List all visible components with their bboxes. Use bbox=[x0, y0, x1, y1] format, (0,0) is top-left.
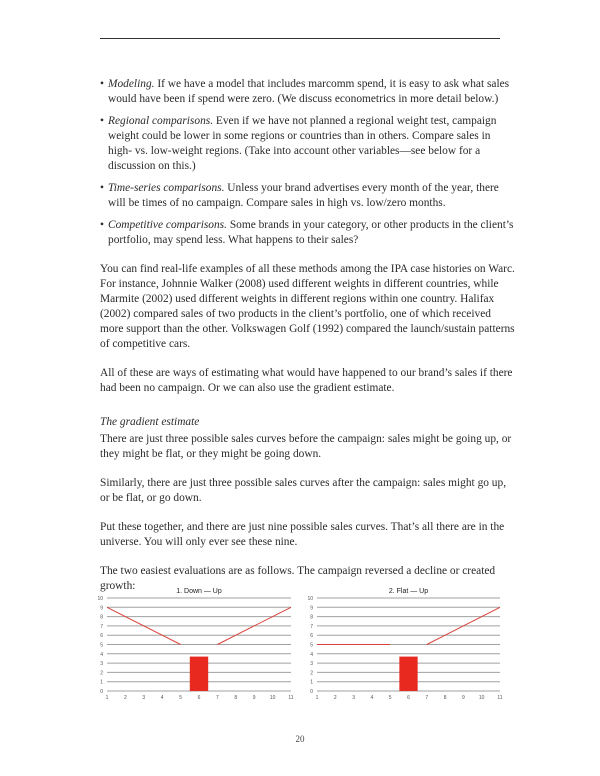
x-tick-label: 6 bbox=[407, 695, 410, 701]
y-tick-label: 7 bbox=[100, 623, 103, 630]
section-subheading: The gradient estimate bbox=[100, 416, 200, 428]
paragraph-before-curves: There are just three possible sales curves before the campaign: sales might be going up, or they might be flat, or they might be going down. bbox=[100, 433, 512, 460]
x-tick-label: 2 bbox=[124, 695, 127, 701]
x-tick-label: 9 bbox=[252, 695, 256, 701]
y-tick-label: 6 bbox=[310, 633, 313, 640]
paragraph-examples: You can find real-life examples of all these methods among the IPA case histories on Warc. For instance, Johnnie Walker (2008) used different weights in different countries, while Marmite (2002) used different weights in different regions within one country. Halifax (2002) compared sales of two products in the client’s portfolio, one of which received more support than the other. Volkswagen Golf (1992) compared the launch/sustain patterns of competitive cars. bbox=[100, 263, 515, 350]
bullet-competitive bbox=[100, 218, 515, 248]
x-tick-label: 3 bbox=[352, 695, 355, 701]
x-tick-label: 1 bbox=[315, 695, 319, 701]
paragraph-after-curves: Similarly, there are just three possible sales curves after the campaign: sales might go up, or be flat, or go down. bbox=[100, 477, 507, 504]
chart-title: 1. Down — Up bbox=[176, 588, 222, 595]
x-tick-label: 10 bbox=[478, 695, 485, 701]
x-tick-label: 9 bbox=[462, 695, 465, 701]
bullet-lead: Modeling. bbox=[108, 78, 155, 90]
bullet-glyph: • bbox=[100, 219, 104, 231]
y-tick-label: 1 bbox=[100, 679, 103, 686]
y-tick-label: 10 bbox=[307, 596, 313, 602]
y-tick-label: 8 bbox=[100, 614, 103, 621]
y-tick-label: 0 bbox=[100, 689, 103, 695]
bullet-glyph: • bbox=[100, 115, 104, 127]
x-tick-label: 11 bbox=[497, 695, 503, 701]
bullet-lead: Regional comparisons. bbox=[108, 115, 214, 127]
chart-title: 2. Flat — Up bbox=[388, 588, 429, 595]
campaign-bar bbox=[399, 657, 417, 691]
x-tick-label: 5 bbox=[388, 695, 392, 701]
x-tick-label: 4 bbox=[370, 695, 374, 701]
x-tick-label: 10 bbox=[269, 695, 276, 701]
bullet-text: If we have a model that includes marcomm spend, it is easy to ask what sales would have been if spend were zero. (We discuss econometrics in more detail below.) bbox=[108, 78, 510, 105]
y-tick-label: 5 bbox=[310, 642, 313, 649]
page-body bbox=[100, 77, 515, 608]
paragraph-easiest: The two easiest evaluations are as follows. The campaign reversed a decline or created growth: bbox=[100, 565, 496, 592]
x-tick-label: 5 bbox=[179, 695, 182, 701]
x-tick-label: 6 bbox=[197, 695, 201, 701]
bullet-regional bbox=[100, 114, 515, 174]
y-tick-label: 5 bbox=[100, 642, 103, 649]
bullet-text: Some brands in your category, or other products in the client’s portfolio, may spend less. What happens to their sales? bbox=[108, 219, 514, 246]
y-tick-label: 2 bbox=[310, 670, 313, 677]
paragraph-estimating: All of these are ways of estimating what would have happened to our brand’s sales if there had been no campaign. Or we can also use the gradient estimate. bbox=[100, 367, 513, 394]
bullet-lead: Time-series comparisons. bbox=[108, 182, 225, 194]
bullet-text: Unless your brand advertises every month of the year, there will be times of no campaign. Compare sales in high vs. low/zero months. bbox=[108, 182, 499, 209]
campaign-bar bbox=[190, 657, 208, 691]
y-tick-label: 9 bbox=[310, 605, 313, 612]
y-tick-label: 9 bbox=[100, 605, 103, 612]
gradient-charts bbox=[88, 584, 508, 709]
x-tick-label: 2 bbox=[333, 695, 337, 701]
y-tick-label: 2 bbox=[100, 670, 103, 677]
bullet-lead: Competitive comparisons. bbox=[108, 219, 227, 231]
bullet-glyph: • bbox=[100, 78, 104, 90]
x-tick-label: 8 bbox=[234, 695, 238, 701]
x-tick-label: 8 bbox=[443, 695, 447, 701]
x-tick-label: 7 bbox=[216, 695, 219, 701]
page-number: 20 bbox=[295, 734, 305, 744]
x-tick-label: 7 bbox=[425, 695, 429, 701]
paragraph-nine-curves: Put these together, and there are just nine possible sales curves. That’s all there are in the universe. You will only ever see these nine. bbox=[100, 521, 505, 548]
y-tick-label: 8 bbox=[310, 614, 313, 621]
x-tick-label: 4 bbox=[160, 695, 164, 701]
x-tick-label: 3 bbox=[142, 695, 146, 701]
y-tick-label: 4 bbox=[310, 651, 313, 658]
bullet-glyph: • bbox=[100, 182, 104, 194]
bullet-modeling bbox=[100, 77, 515, 107]
x-tick-label: 1 bbox=[105, 695, 109, 701]
charts-area bbox=[88, 584, 508, 709]
y-tick-label: 0 bbox=[310, 689, 313, 695]
y-tick-label: 3 bbox=[310, 661, 313, 668]
y-tick-label: 6 bbox=[100, 633, 103, 640]
x-tick-label: 11 bbox=[288, 695, 294, 701]
header-rule bbox=[100, 38, 500, 39]
y-tick-label: 7 bbox=[310, 623, 313, 630]
y-tick-label: 3 bbox=[100, 661, 103, 668]
y-tick-label: 4 bbox=[100, 651, 103, 658]
y-tick-label: 10 bbox=[97, 596, 103, 602]
y-tick-label: 1 bbox=[310, 679, 313, 686]
bullet-time-series bbox=[100, 181, 515, 211]
bullet-text: Even if we have not planned a regional weight test, campaign weight could be lower in some regions or countries than in others. Compare sales in high- vs. low-weight regions. (Take into account other variables—see below for a discussion on this.) bbox=[108, 115, 497, 172]
